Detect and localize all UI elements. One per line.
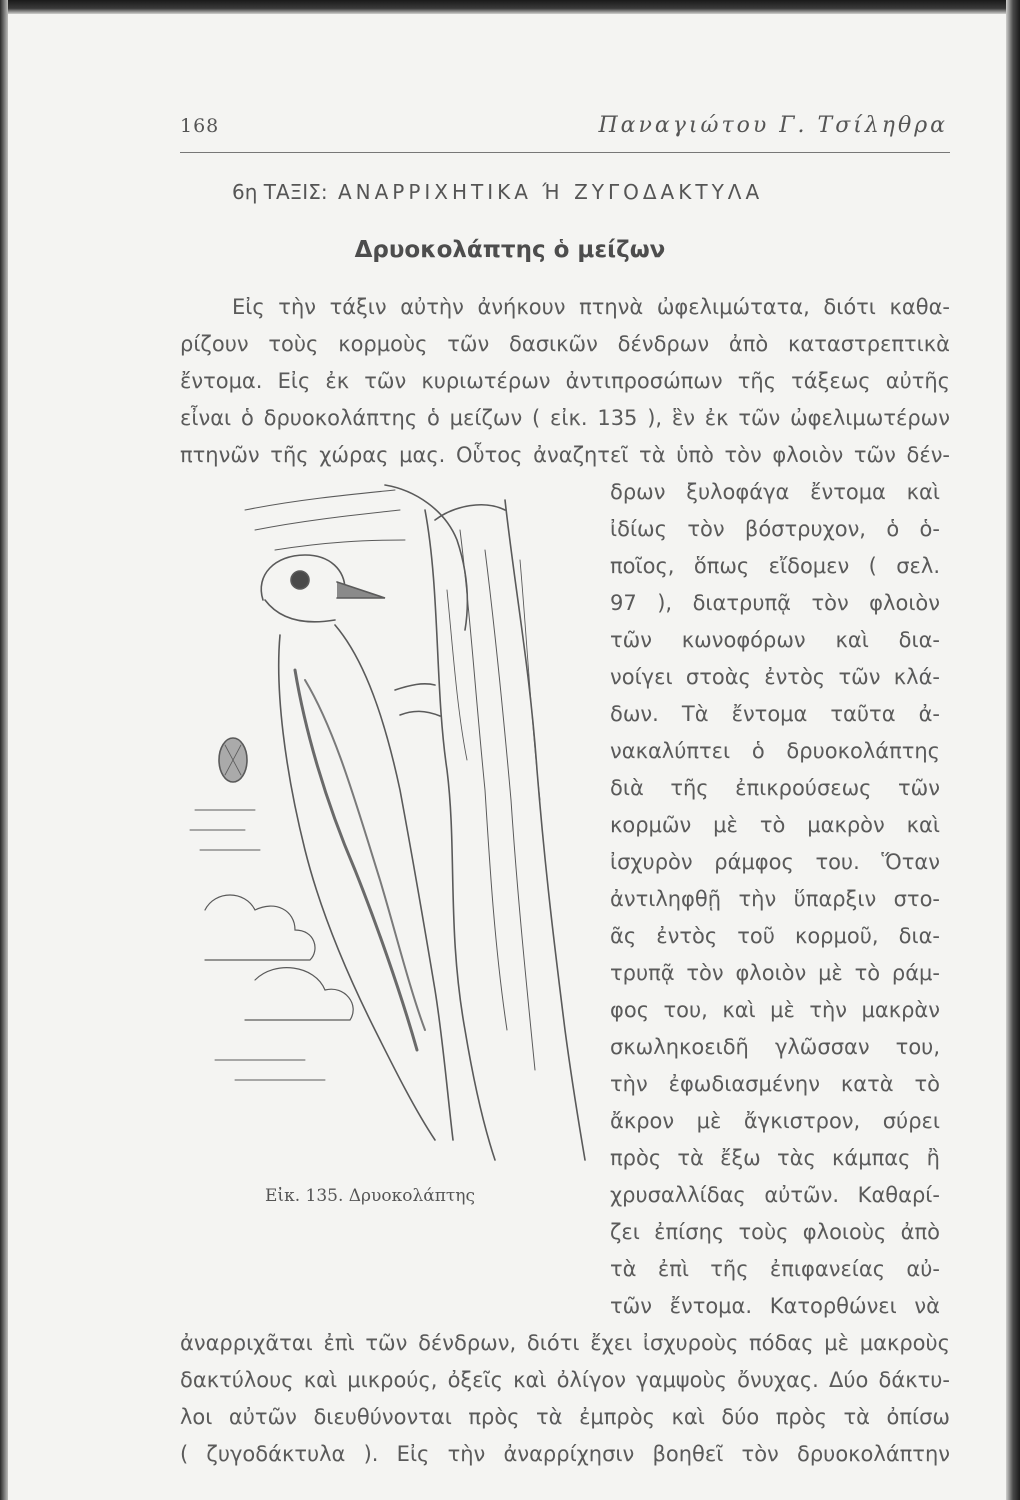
woodpecker-drawing: [185, 470, 605, 1170]
section-heading: [232, 180, 763, 204]
bark-line: [447, 590, 467, 760]
body-line: δρων ξυλοφάγα ἔντομα καὶ: [610, 480, 940, 504]
body-line: χρυσαλλίδας αὐτῶν. Καθαρί-: [610, 1183, 940, 1207]
body-line: πρὸς τὰ ἔξω τὰς κάμπας ἢ: [610, 1146, 940, 1170]
scan-edge-right: [1006, 0, 1020, 1500]
body-line: πτηνῶν τῆς χώρας μας. Οὗτος ἀναζητεῖ τὰ ὑπὸ τὸν φλοιὸν τῶν δέν-: [180, 443, 950, 467]
body-line: δακτύλους καὶ μικρούς, ὀξεῖς καὶ ὀλίγον γαμψοὺς ὄνυχας. Δύο δάκτυ-: [180, 1368, 950, 1392]
needle-cluster: [245, 490, 395, 510]
sky-hatching: [190, 810, 260, 850]
bird-eye: [291, 571, 309, 589]
branch-twig: [385, 485, 467, 630]
branch-stub: [435, 505, 505, 520]
body-line: ᾶς ἐντὸς τοῦ κορμοῦ, δια-: [610, 924, 940, 948]
needle-cluster: [275, 540, 405, 550]
cloud: [205, 895, 315, 960]
tree-trunk-edge-left: [425, 510, 495, 1160]
body-line: ( ζυγοδάκτυλα ). Εἰς τὴν ἀναρρίχησιν βοηθεῖ τὸν δρυοκολάπτην: [180, 1442, 950, 1466]
scan-edge-top: [0, 0, 1020, 14]
body-line: τῶν κωνοφόρων καὶ δια-: [610, 628, 940, 652]
bird-cheek-line: [265, 600, 335, 622]
bark-line: [485, 550, 535, 1070]
page-header: [180, 113, 948, 153]
body-line: ἀντιληφθῇ τὴν ὕπαρξιν στο-: [610, 887, 940, 911]
body-line: κορμῶν μὲ τὸ μακρὸν καὶ: [610, 813, 940, 837]
page-number: 168: [180, 115, 220, 137]
section-heading-text: ΑΝΑΡΡΙΧΗΤΙΚΑ Ή ΖΥΓΟΔΑΚΤΥΛΑ: [337, 180, 764, 204]
bird-wing-feathers: [305, 680, 425, 1030]
section-heading-prefix: 6η ΤΑΞΙΣ:: [232, 180, 328, 204]
header-rule: [180, 152, 950, 153]
bird-wing: [295, 670, 417, 1050]
bird-foot: [400, 711, 440, 716]
needle-cluster: [255, 510, 400, 530]
running-head: Παναγιώτου Γ. Τσίληθρα: [598, 113, 948, 138]
section-title: Δρυοκολάπτης ὁ μείζων: [354, 237, 666, 263]
tree-trunk-edge-right: [505, 500, 585, 1160]
body-line: ἰσχυρὸν ράμφος του. Ὅταν: [610, 850, 940, 874]
scan-edge-left: [0, 0, 8, 1500]
body-line: νοίγει στοὰς ἐντὸς τῶν κλά-: [610, 665, 940, 689]
bird-belly-outline: [335, 625, 453, 1140]
bird-foot: [395, 684, 435, 690]
body-line: σκωληκοειδῆ γλῶσσαν του,: [610, 1035, 940, 1059]
body-line: ζει ἐπίσης τοὺς φλοιοὺς ἀπὸ: [610, 1220, 940, 1244]
cloud: [245, 968, 353, 1020]
figure-caption: Εἰκ. 135. Δρυοκολάπτης: [265, 1186, 476, 1206]
body-line: τῶν ἔντομα. Κατορθώνει νὰ: [610, 1294, 940, 1318]
sky-hatching: [215, 1060, 325, 1080]
body-line: τὰ ἐπὶ τῆς ἐπιφανείας αὐ-: [610, 1257, 940, 1281]
bird-beak: [337, 582, 385, 598]
body-line: διὰ τῆς ἐπικρούσεως τῶν: [610, 776, 940, 800]
body-line: 97 ), διατρυπᾷ τὸν φλοιὸν: [610, 591, 940, 615]
body-line: τὴν ἐφωδιασμένην κατὰ τὸ: [610, 1072, 940, 1096]
body-line: Εἰς τὴν τάξιν αὐτὴν ἀνήκουν πτηνὰ ὠφελιμώτατα, διότι καθα-: [232, 295, 950, 319]
body-line: νακαλύπτει ὁ δρυοκολάπτης: [610, 739, 940, 763]
body-line: τρυπᾷ τὸν φλοιὸν μὲ τὸ ράμ-: [610, 961, 940, 985]
body-line: ἄκρον μὲ ἄγκιστρον, σύρει: [610, 1109, 940, 1133]
woodpecker-illustration: [185, 470, 605, 1170]
body-line: ρίζουν τοὺς κορμοὺς τῶν δασικῶν δένδρων ἀπὸ καταστρεπτικὰ: [180, 332, 950, 356]
body-line: λοι αὐτῶν διευθύνονται πρὸς τὰ ἐμπρὸς καὶ δύο πρὸς τὰ ὀπίσω: [180, 1405, 950, 1429]
body-line: ἀναρριχᾶται ἐπὶ τῶν δένδρων, διότι ἔχει ἰσχυροὺς πόδας μὲ μακροὺς: [180, 1331, 950, 1355]
body-line: ἔντομα. Εἰς ἐκ τῶν κυριωτέρων ἀντιπροσώπων τῆς τάξεως αὐτῆς: [180, 369, 950, 393]
body-line: ἰδίως τὸν βόστρυχον, ὁ ὁ-: [610, 517, 940, 541]
body-line: εἶναι ὁ δρυοκολάπτης ὁ μείζων ( εἰκ. 135 ), ἓν ἐκ τῶν ὠφελιμωτέρων: [180, 406, 950, 430]
body-line: ποῖος, ὅπως εἴδομεν ( σελ.: [610, 554, 940, 578]
body-line: φος του, καὶ μὲ τὴν μακρὰν: [610, 998, 940, 1022]
body-line: δων. Τὰ ἔντομα ταῦτα ἀ-: [610, 702, 940, 726]
